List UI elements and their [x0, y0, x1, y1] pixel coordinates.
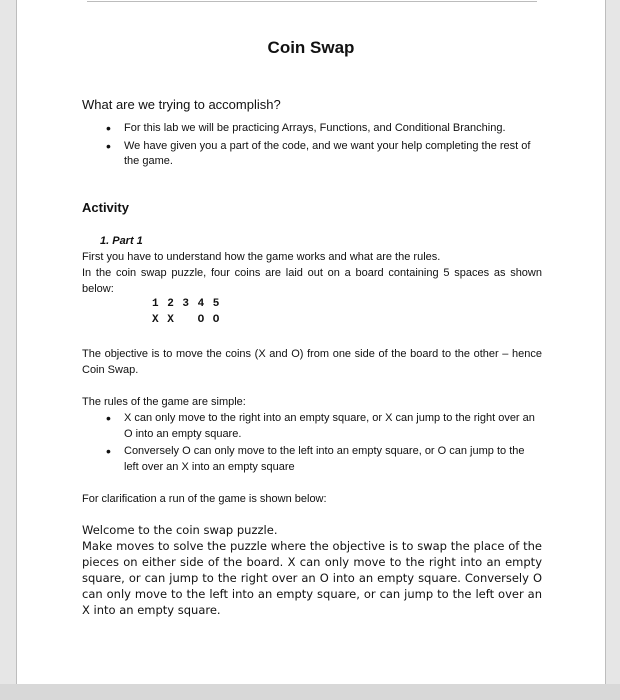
- rules-list: [102, 410, 542, 476]
- goal-question: What are we trying to accomplish?: [82, 97, 281, 112]
- part-label: 1. Part 1: [100, 235, 143, 247]
- sample-output-line-1: Welcome to the coin swap puzzle.: [82, 523, 278, 537]
- list-item: • Conversely O can only move to the left into an empty square, or O can jump to the left over an X into an empty square: [102, 443, 542, 475]
- activity-heading: Activity: [82, 200, 129, 215]
- list-item: • X can only move to the right into an empty square, or X can jump to the right over an O into an empty square.: [102, 410, 542, 442]
- viewer-bottom-strip: [0, 684, 620, 700]
- document-page: [16, 0, 606, 700]
- objective-paragraph: The objective is to move the coins (X and O) from one side of the board to the other – hence Coin Swap.: [82, 348, 542, 376]
- list-item: • We have given you a part of the code, and we want your help completing the rest of the game.: [102, 139, 542, 169]
- page-title: Coin Swap: [267, 38, 355, 57]
- list-item: • For this lab we will be practicing Arrays, Functions, and Conditional Branching.: [102, 121, 542, 136]
- board-coins: X X O O: [152, 314, 221, 326]
- clarification-text: For clarification a run of the game is shown below:: [82, 493, 327, 505]
- intro-line-1: First you have to understand how the game works and what are the rules.: [82, 251, 441, 263]
- sample-output-line-2: Make moves to solve the puzzle where the objective is to swap the place of the pieces on either side of the board. X can only move to the right into an empty square, or can jump to the right over an O into an empty square. Conversely O can only move to the left into an empty square, or can jump to the left over an X into an empty square.: [82, 539, 542, 617]
- top-divider: [87, 1, 537, 2]
- board-numbers: 1 2 3 4 5: [152, 298, 221, 310]
- sample-output: [82, 522, 542, 618]
- rules-intro: The rules of the game are simple:: [82, 396, 246, 408]
- goal-list: [102, 121, 542, 172]
- intro-line-2: In the coin swap puzzle, four coins are laid out on a board containing 5 spaces as shown below:: [82, 267, 542, 295]
